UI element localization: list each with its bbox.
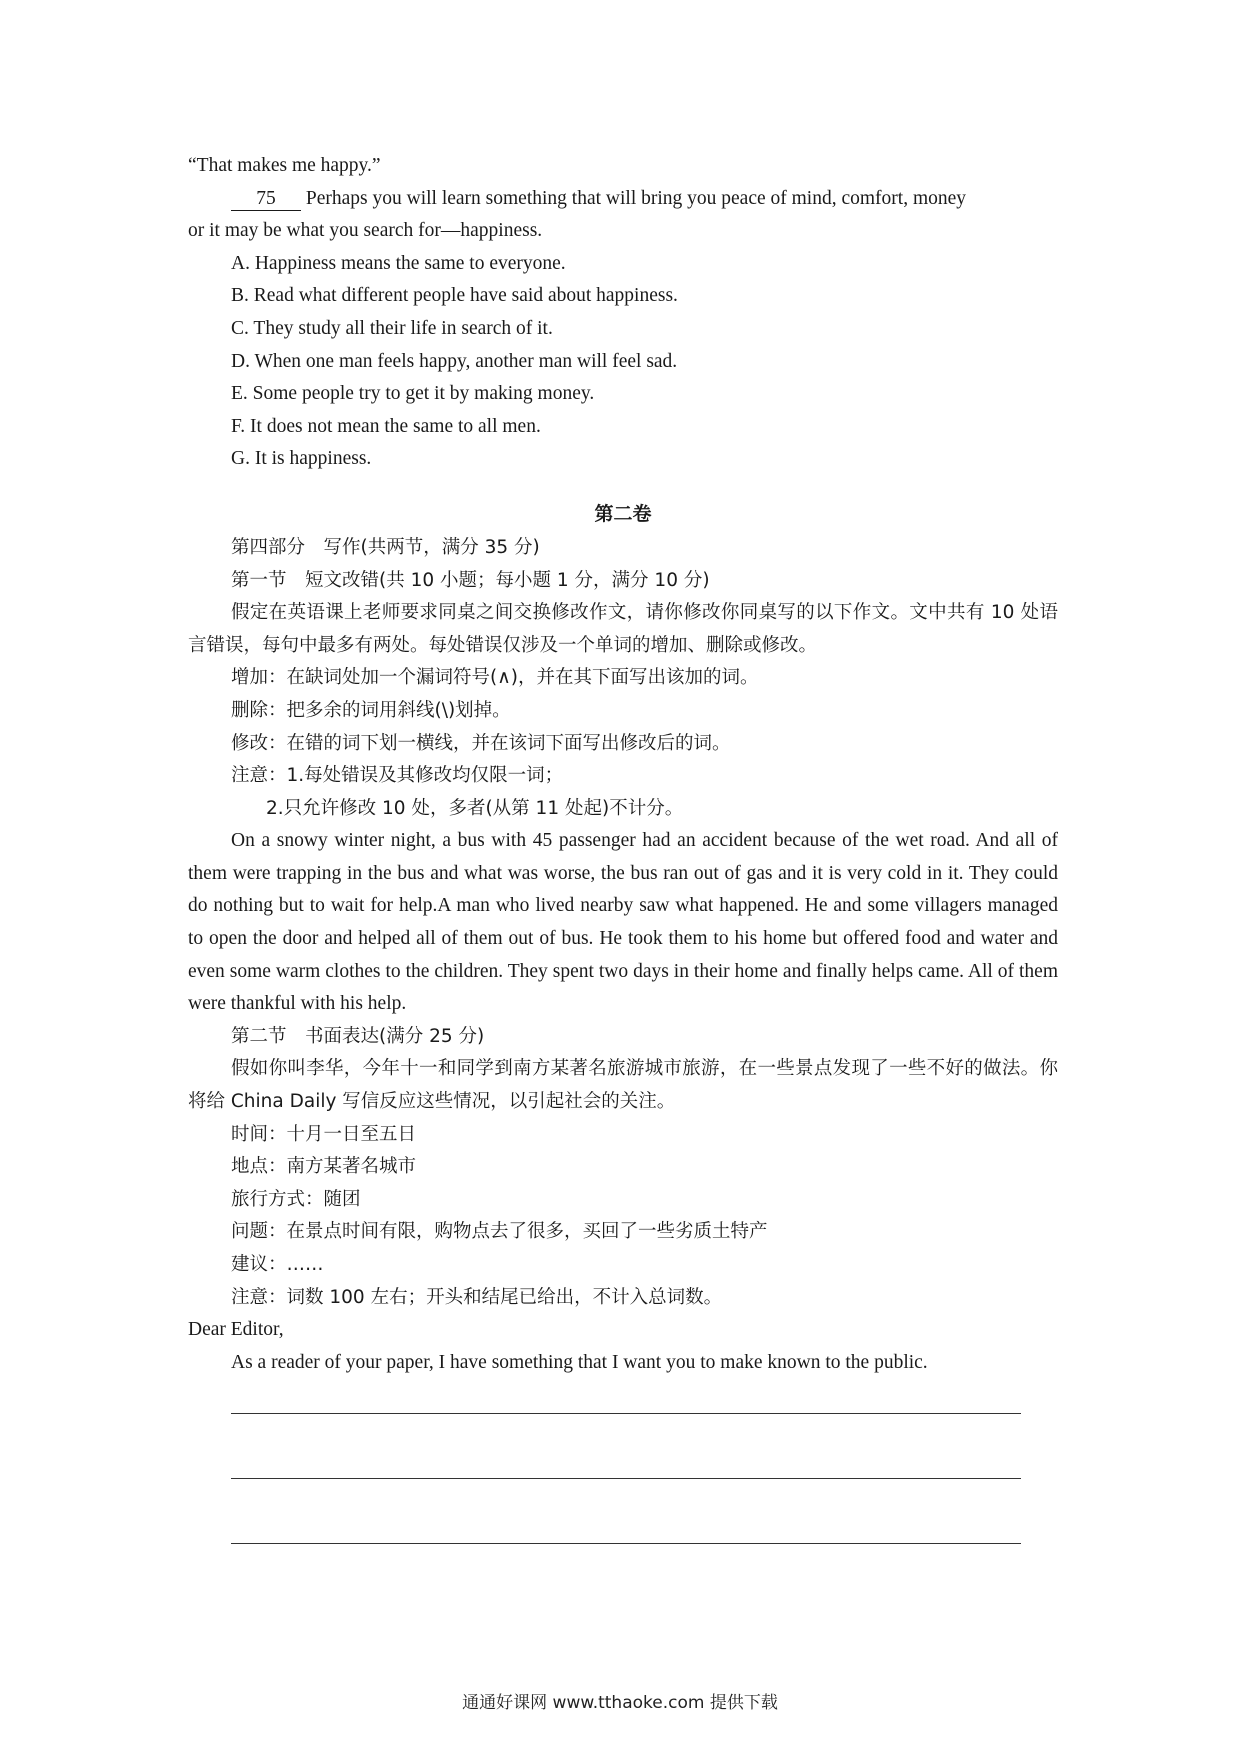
option-a: A. Happiness means the same to everyone. (231, 252, 566, 274)
part4-heading: 第四部分 写作(共两节，满分 35 分) (231, 536, 540, 558)
top-quote: “That makes me happy.” (188, 155, 381, 176)
document-page (188, 150, 1058, 1544)
page-footer: 通通好课网 www.tthaoke.com 提供下载 (462, 1693, 778, 1713)
section1-add-rule: 增加：在缺词处加一个漏词符号(∧)，并在其下面写出该加的词。 (231, 667, 759, 689)
writing-line-3[interactable] (231, 1543, 1021, 1544)
question-75-line2: or it may be what you search for—happiness. (188, 220, 543, 242)
section2-place: 地点：南方某著名城市 (231, 1156, 417, 1178)
section1-note1: 注意：1.每处错误及其修改均仅限一词； (231, 765, 564, 787)
section2-travel: 旅行方式：随团 (231, 1188, 361, 1210)
question-75-text: Perhaps you will learn something that will bring you peace of mind, comfort, money (301, 187, 967, 209)
section1-note2: 2.只允许修改 10 处，多者(从第 11 处起)不计分。 (266, 797, 684, 819)
answer-blank-75: 75 (231, 188, 301, 211)
option-e: E. Some people try to get it by making money. (231, 383, 595, 405)
section1-delete-rule: 删除：把多余的词用斜线(\)划掉。 (231, 699, 511, 721)
option-b: B. Read what different people have said about happiness. (231, 285, 678, 307)
option-c: C. They study all their life in search of it. (231, 317, 553, 339)
option-f: F. It does not mean the same to all men. (231, 415, 541, 437)
letter-opening: As a reader of your paper, I have something that I want you to make known to the public. (231, 1351, 928, 1373)
volume-title: 第二卷 (594, 502, 652, 525)
section2-note: 注意：词数 100 左右；开头和结尾已给出，不计入总词数。 (231, 1286, 723, 1308)
section2-time: 时间：十月一日至五日 (231, 1123, 417, 1145)
section1-modify-rule: 修改：在错的词下划一横线，并在该词下面写出修改后的词。 (231, 732, 731, 754)
section1-heading: 第一节 短文改错(共 10 小题；每小题 1 分，满分 10 分) (231, 569, 710, 591)
section2-problem: 问题：在景点时间有限，购物点去了很多，买回了一些劣质土特产 (231, 1221, 768, 1243)
section2-heading: 第二节 书面表达(满分 25 分) (231, 1025, 485, 1047)
option-g: G. It is happiness. (231, 448, 372, 470)
section2-suggestion: 建议：…… (231, 1254, 324, 1275)
option-d: D. When one man feels happy, another man will feel sad. (231, 350, 678, 372)
section2-intro: 假如你叫李华，今年十一和同学到南方某著名旅游城市旅游，在一些景点发现了一些不好的做法。你将给 China Daily 写信反应这些情况，以引起社会的关注。 (188, 1058, 1058, 1113)
error-correction-passage: On a snowy winter night, a bus with 45 passenger had an accident because of the wet road. And all of them were trapping in the bus and what was worse, the bus ran out of gas and it is very cold in it. They could do nothing but to wait for help.A man who lived nearby saw what happened. He and some villagers managed to open the door and helped all of them out of bus. He took them to his home but offered food and water and even some warm clothes to the children. They spent two days in their home and finally helps came. All of them were thankful with his help. (188, 830, 1058, 1015)
letter-salutation: Dear Editor, (188, 1319, 284, 1341)
section1-intro: 假定在英语课上老师要求同桌之间交换修改作文，请你修改你同桌写的以下作文。文中共有 10 处语言错误，每句中最多有两处。每处错误仅涉及一个单词的增加、删除或修改。 (188, 602, 1058, 656)
question-75-line1 (188, 183, 1058, 216)
